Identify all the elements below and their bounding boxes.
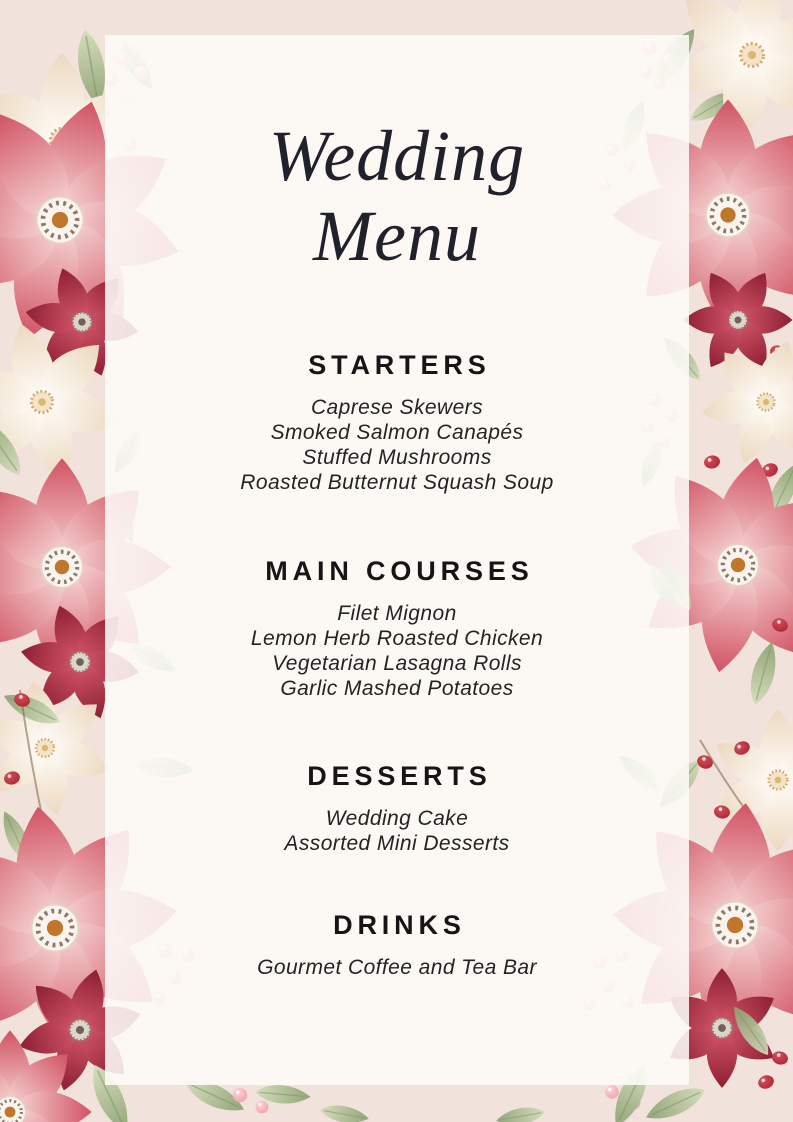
section-desserts	[105, 762, 689, 856]
menu-item: Filet Mignon	[337, 602, 457, 625]
section-items	[105, 955, 689, 980]
menu-title-line2: Menu	[313, 196, 481, 276]
menu-item: Lemon Herb Roasted Chicken	[250, 627, 544, 650]
menu-title	[105, 116, 689, 276]
section-main-courses	[105, 557, 689, 701]
section-items	[105, 806, 689, 856]
menu-title-line1: Wedding	[268, 116, 526, 196]
menu-item: Gourmet Coffee and Tea Bar	[257, 956, 537, 979]
menu-item: Caprese Skewers	[310, 396, 484, 419]
menu-item: Assorted Mini Desserts	[284, 832, 510, 855]
section-heading: DRINKS	[333, 910, 466, 940]
section-heading: STARTERS	[308, 350, 491, 380]
menu-item: Roasted Butternut Squash Soup	[240, 471, 554, 494]
section-items	[105, 395, 689, 495]
menu-item: Wedding Cake	[325, 807, 469, 830]
section-heading: DESSERTS	[307, 761, 492, 791]
menu-item: Vegetarian Lasagna Rolls	[272, 652, 522, 675]
menu-item: Garlic Mashed Potatoes	[280, 677, 514, 700]
section-items	[105, 601, 689, 701]
menu-item: Stuffed Mushrooms	[302, 446, 492, 469]
section-heading: MAIN COURSES	[265, 556, 534, 586]
section-starters	[105, 351, 689, 495]
menu-item: Smoked Salmon Canapés	[270, 421, 524, 444]
section-drinks	[105, 911, 689, 980]
